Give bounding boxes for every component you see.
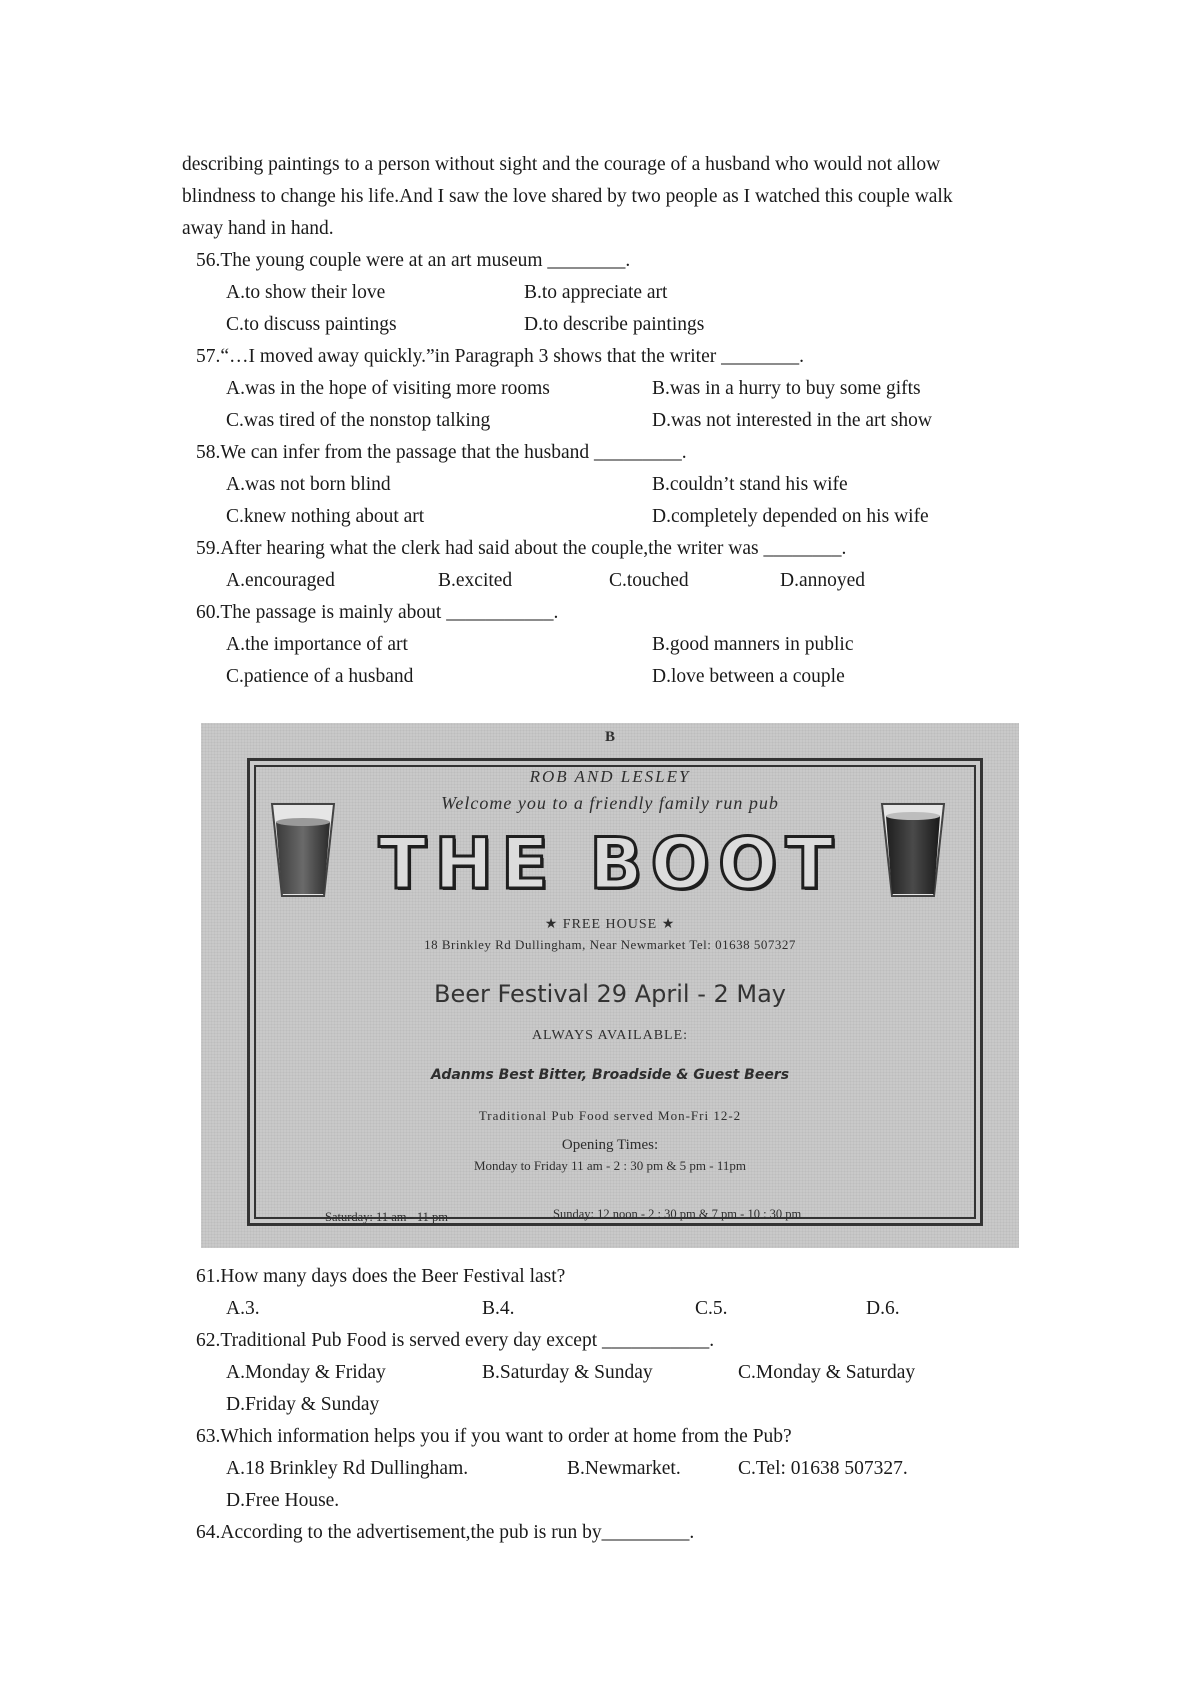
answer-option: C.to discuss paintings: [226, 314, 397, 335]
answer-option: C.Tel: 01638 507327.: [738, 1458, 908, 1479]
answer-option: A.18 Brinkley Rd Dullingham.: [226, 1458, 469, 1479]
question-stem: 58.We can infer from the passage that the husband _________.: [196, 442, 687, 463]
ad-welcome: Welcome you to a friendly family run pub: [441, 793, 779, 813]
answer-option: C.was tired of the nonstop talking: [226, 410, 491, 431]
answer-option: B.4.: [482, 1298, 515, 1319]
ad-beers: Adanms Best Bitter, Broadside & Guest Beers: [430, 1067, 790, 1083]
question-stem: 60.The passage is mainly about ___________.: [196, 602, 559, 623]
question-stem: 61.How many days does the Beer Festival last?: [196, 1266, 566, 1287]
ad-owners: ROB AND LESLEY: [529, 767, 691, 786]
answer-option: B.to appreciate art: [524, 282, 668, 303]
ad-food: Traditional Pub Food served Mon-Fri 12-2: [478, 1108, 742, 1123]
pub-name: THE BOOT: [378, 823, 842, 905]
answer-option: D.Free House.: [226, 1490, 340, 1511]
answer-option: A.encouraged: [226, 570, 335, 591]
answer-option: D.completely depended on his wife: [652, 506, 929, 527]
ad-weekday-hours: Monday to Friday 11 am - 2 : 30 pm & 5 pm - 11pm: [473, 1158, 747, 1173]
question-stem: 62.Traditional Pub Food is served every day except ___________.: [196, 1330, 715, 1351]
ad-saturday-hours: Saturday: 11 am - 11 pm: [325, 1210, 449, 1224]
ad-festival: Beer Festival 29 April - 2 May: [434, 980, 786, 1008]
answer-option: A.was in the hope of visiting more rooms: [226, 378, 550, 399]
answer-option: D.to describe paintings: [524, 314, 705, 335]
ad-address: 18 Brinkley Rd Dullingham, Near Newmarket Tel: 01638 507327: [424, 937, 796, 952]
passage-line: blindness to change his life.And I saw the love shared by two people as I watched this couple walk: [182, 186, 953, 207]
section-label: B: [604, 729, 615, 745]
answer-option: B.excited: [438, 570, 513, 591]
answer-option: A.3.: [226, 1298, 260, 1319]
answer-option: B.couldn’t stand his wife: [652, 474, 848, 495]
question-stem: 57.“…I moved away quickly.”in Paragraph 3 shows that the writer ________.: [196, 346, 804, 367]
answer-option: A.the importance of art: [226, 634, 408, 655]
answer-option: C.touched: [609, 570, 689, 591]
answer-option: B.good manners in public: [652, 634, 854, 655]
question-stem: 64.According to the advertisement,the pub is run by_________.: [196, 1522, 695, 1543]
ad-free-house: ★ FREE HOUSE ★: [544, 917, 676, 932]
passage-line: away hand in hand.: [182, 218, 334, 239]
answer-option: D.annoyed: [780, 570, 866, 591]
ad-opening-heading: Opening Times:: [561, 1137, 659, 1153]
answer-option: D.was not interested in the art show: [652, 410, 932, 431]
answer-option: B.Newmarket.: [567, 1458, 681, 1479]
question-stem: 56.The young couple were at an art museum ________.: [196, 250, 631, 271]
pub-advertisement: [201, 723, 1019, 1248]
ad-always-available: ALWAYS AVAILABLE:: [531, 1028, 689, 1043]
answer-option: D.Friday & Sunday: [226, 1394, 380, 1415]
answer-option: B.was in a hurry to buy some gifts: [652, 378, 921, 399]
answer-option: B.Saturday & Sunday: [482, 1362, 653, 1383]
answer-option: C.Monday & Saturday: [738, 1362, 916, 1383]
question-stem: 63.Which information helps you if you want to order at home from the Pub?: [196, 1426, 792, 1447]
answer-option: C.5.: [695, 1298, 728, 1319]
passage-line: describing paintings to a person without sight and the courage of a husband who would not allow: [182, 154, 941, 175]
answer-option: C.patience of a husband: [226, 666, 414, 687]
answer-option: D.6.: [866, 1298, 900, 1319]
answer-option: A.to show their love: [226, 282, 386, 303]
answer-option: D.love between a couple: [652, 666, 845, 687]
answer-option: A.Monday & Friday: [226, 1362, 386, 1383]
answer-option: A.was not born blind: [226, 474, 391, 495]
question-stem: 59.After hearing what the clerk had said about the couple,the writer was ________.: [196, 538, 847, 559]
answer-option: C.knew nothing about art: [226, 506, 425, 527]
ad-sunday-hours: Sunday: 12 noon - 2 : 30 pm & 7 pm - 10 : 30 pm: [553, 1207, 802, 1221]
